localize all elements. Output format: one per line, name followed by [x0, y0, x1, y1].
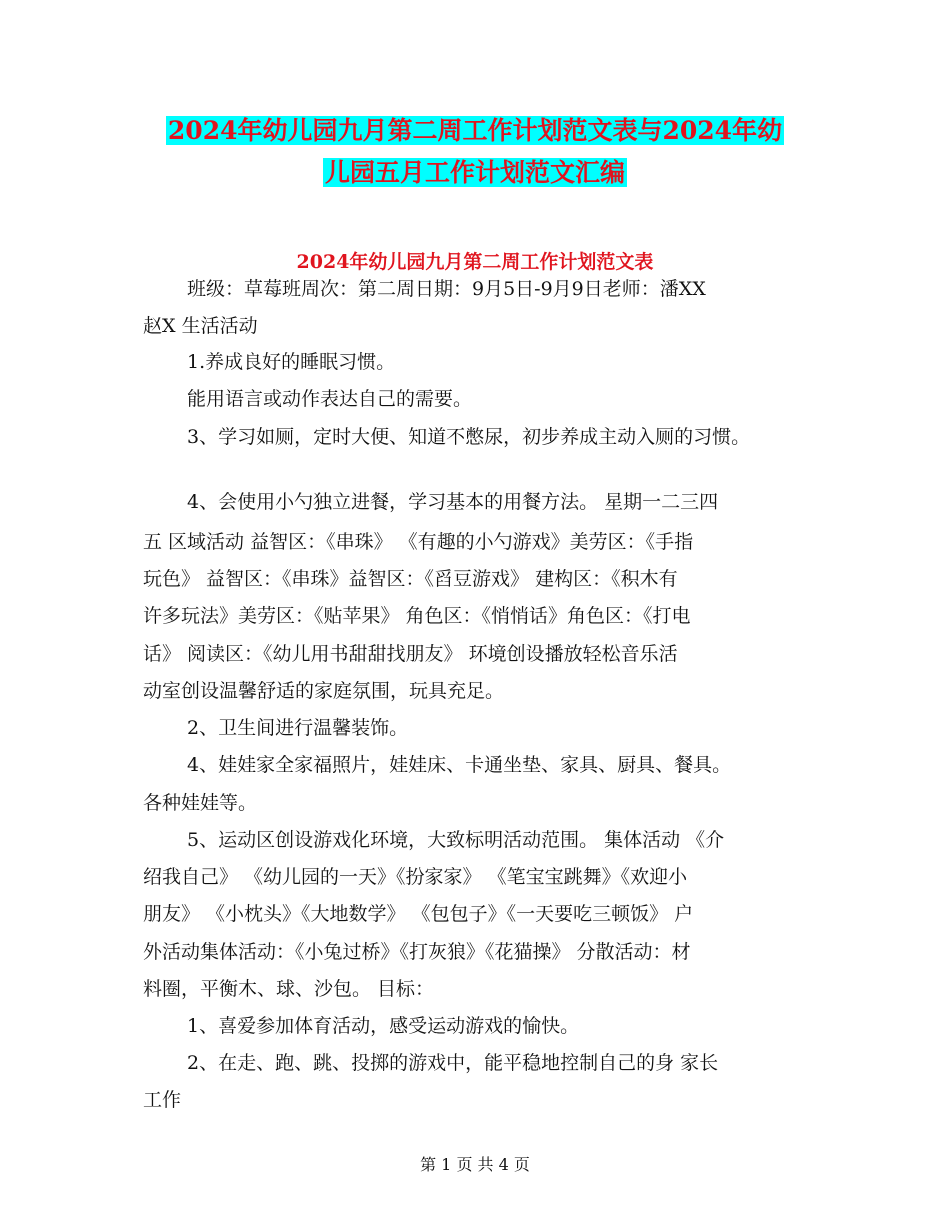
body-line: 绍我自己》 《幼儿园的一天》《扮家家》 《笔宝宝跳舞》《欢迎小 — [143, 866, 688, 888]
section-title: 2024年幼儿园九月第二周工作计划范文表 — [296, 251, 654, 273]
document-title-line-1: 2024年幼儿园九月第二周工作计划范文表与2024年幼 — [167, 116, 783, 145]
body-line: 能用语言或动作表达自己的需要。 — [187, 388, 473, 410]
body-line: 4、会使用小勺独立进餐，学习基本的用餐方法。 星期一二三四 — [187, 491, 719, 513]
body-line: 玩色》 益智区：《串珠》益智区：《舀豆游戏》 建构区：《积木有 — [143, 568, 678, 590]
body-line: 话》 阅读区：《幼儿用书甜甜找朋友》 环境创设播放轻松音乐活 — [143, 643, 678, 665]
body-line: 许多玩法》美劳区：《贴苹果》 角色区：《悄悄话》角色区：《打电 — [143, 605, 691, 627]
body-line: 4、娃娃家全家福照片，娃娃床、卡通坐垫、家具、厨具、餐具。 — [187, 754, 732, 776]
body-line: 外活动集体活动：《小兔过桥》《打灰狼》《花猫操》 分散活动：材 — [143, 941, 691, 963]
body-line: 工作 — [143, 1089, 182, 1111]
body-line: 朋友》 《小枕头》《大地数学》 《包包子》《一天要吃三顿饭》 户 — [143, 903, 694, 925]
body-line: 五 区域活动 益智区：《串珠》 《有趣的小勺游戏》美劳区：《手指 — [143, 531, 694, 553]
body-line: 赵X 生活活动 — [143, 315, 258, 337]
body-line: 1、喜爱参加体育活动，感受运动游戏的愉快。 — [187, 1015, 580, 1037]
body-line: 动室创设温馨舒适的家庭氛围，玩具充足。 — [143, 680, 505, 702]
body-line: 5、运动区创设游戏化环境，大致标明活动范围。 集体活动 《介 — [187, 829, 725, 851]
body-line: 料圈，平衡木、球、沙包。 目标： — [143, 978, 435, 1000]
page-number: 第 1 页 共 4 页 — [420, 1155, 530, 1174]
body-line: 3、学习如厕，定时大便、知道不憋尿，初步养成主动入厕的习惯。 — [187, 426, 751, 448]
document-title-line-2: 儿园五月工作计划范文汇编 — [324, 158, 625, 187]
body-line: 2、卫生间进行温馨装饰。 — [187, 717, 409, 739]
body-line: 1.养成良好的睡眠习惯。 — [187, 351, 396, 373]
body-line: 2、在走、跑、跳、投掷的游戏中，能平稳地控制自己的身 家长 — [187, 1052, 719, 1074]
body-line: 各种娃娃等。 — [143, 792, 258, 814]
body-line: 班级：草莓班周次：第二周日期：9月5日-9月9日老师：潘XX — [187, 278, 706, 300]
